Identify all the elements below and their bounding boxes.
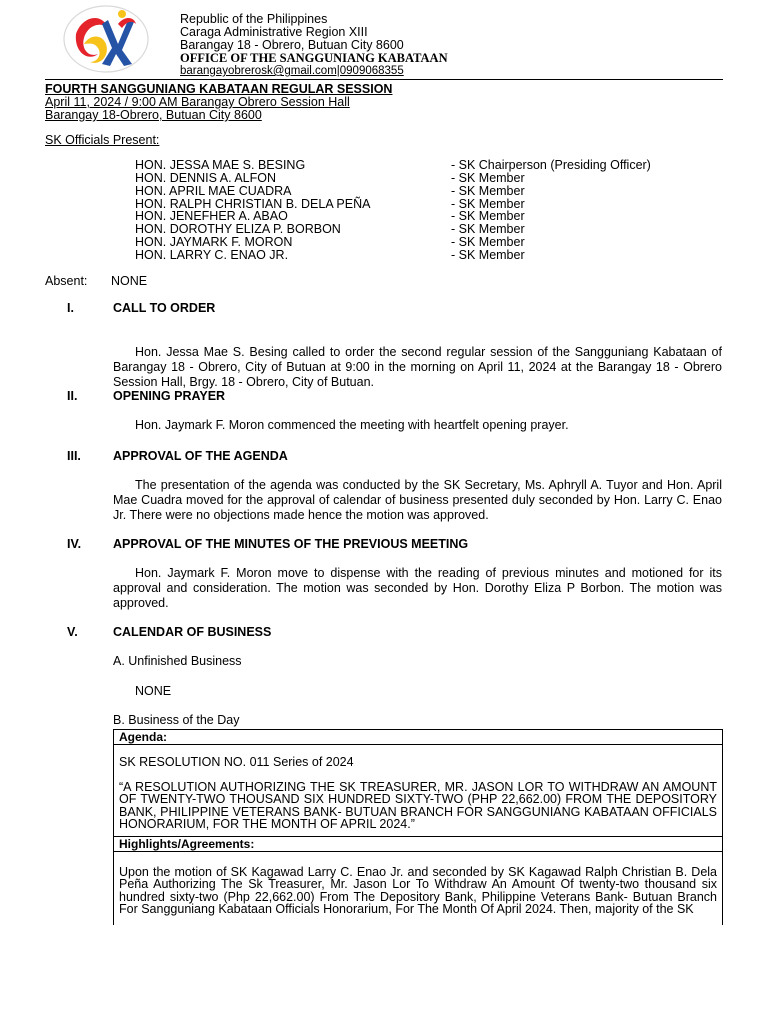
section-number: I.	[67, 301, 74, 315]
official-role: - SK Member	[451, 171, 525, 185]
official-role: - SK Member	[451, 222, 525, 236]
section-number: V.	[67, 625, 78, 639]
official-name: HON. JAYMARK F. MORON	[135, 235, 293, 249]
sk-logo	[62, 4, 150, 74]
section-title: OPENING PRAYER	[113, 389, 226, 403]
official-name: HON. RALPH CHRISTIAN B. DELA PEÑA	[135, 197, 371, 211]
resolution-number: SK RESOLUTION NO. 011 Series of 2024	[119, 755, 354, 769]
official-name: HON. APRIL MAE CUADRA	[135, 184, 292, 198]
official-role: - SK Chairperson (Presiding Officer)	[451, 158, 651, 172]
official-role: - SK Member	[451, 248, 525, 262]
section-body: Hon. Jaymark F. Moron move to dispense with the reading of previous minutes and motioned for its approval and consideration. The motion was seconded by Hon. Dorothy Eliza P Borbon. The motion was approved.	[113, 566, 722, 610]
section-title: CALL TO ORDER	[113, 301, 216, 315]
agenda-body	[114, 745, 722, 831]
session-title: FOURTH SANGGUNIANG KABATAAN REGULAR SESSION	[45, 82, 393, 96]
section-number: IV.	[67, 537, 82, 551]
resolution-text: “A RESOLUTION AUTHORIZING THE SK TREASURER, MR. JASON LOR TO WITHDRAW AN AMOUNT OF TWENTY-TWO THOUSAND SIX HUNDRED SIXTY-TWO (PHP 22,662.00) FROM THE DEPOSITORY BANK, PHILIPPINE VETERANS BANK- BUTUAN BRANCH FOR SANGGUNIANG KABATAAN OFFICIALS HONORARIUM, FOR THE MONTH OF APRIL 2024.”	[119, 779, 717, 831]
official-role: - SK Member	[451, 209, 525, 223]
section-title: APPROVAL OF THE MINUTES OF THE PREVIOUS MEETING	[113, 537, 469, 551]
absent-value: NONE	[111, 274, 148, 288]
official-role: - SK Member	[451, 184, 525, 198]
official-name: HON. LARRY C. ENAO JR.	[135, 248, 289, 262]
section-title: APPROVAL OF THE AGENDA	[113, 449, 288, 463]
business-of-day-label: B. Business of the Day	[113, 713, 240, 727]
letterhead-barangay: Barangay 18 - Obrero, Butuan City 8600	[180, 38, 404, 52]
official-name: HON. JESSA MAE S. BESING	[135, 158, 306, 172]
section-title: CALENDAR OF BUSINESS	[113, 625, 272, 639]
highlights-text: Upon the motion of SK Kagawad Larry C. Enao Jr. and seconded by SK Kagawad Ralph Christian B. Dela Peña Authorizing The Sk Treasurer, Mr. Jason Lor To Withdraw An Amount Of twenty-two thousand six hundred sixty-two (Php 22,662.00) From The Depository Bank, Philippine Veterans Bank- Butuan Branch For Sangguniang Kabataan Officials Honorarium, For The Month Of April 2024. Then, majority of the SK	[119, 864, 717, 916]
official-name: HON. DOROTHY ELIZA P. BORBON	[135, 222, 341, 236]
present-label: SK Officials Present:	[45, 133, 160, 147]
letterhead-region: Caraga Administrative Region XIII	[180, 25, 368, 39]
official-name: HON. JENEFHER A. ABAO	[135, 209, 288, 223]
section-number: II.	[67, 389, 78, 403]
official-name: HON. DENNIS A. ALFON	[135, 171, 277, 185]
section-body: Hon. Jaymark F. Moron commenced the meeting with heartfelt opening prayer.	[135, 418, 569, 432]
unfinished-business-label: A. Unfinished Business	[113, 654, 242, 668]
highlights-header: Highlights/Agreements:	[114, 836, 722, 852]
agenda-header: Agenda:	[114, 730, 722, 745]
session-address: Barangay 18-Obrero, Butuan City 8600	[45, 108, 262, 122]
official-role: - SK Member	[451, 235, 525, 249]
highlights-body	[114, 852, 722, 916]
header-rule	[45, 79, 723, 80]
agenda-table	[113, 729, 723, 925]
absent-label: Absent:	[45, 274, 88, 288]
session-date-place: April 11, 2024 / 9:00 AM Barangay Obrero Session Hall	[45, 95, 350, 109]
letterhead	[180, 13, 448, 78]
section-body: The presentation of the agenda was conducted by the SK Secretary, Ms. Aphryll A. Tuyor and Hon. April Mae Cuadra moved for the approval of calendar of business presented duly seconded by Hon. Larry C. Enao Jr. There were no objections made hence the motion was approved.	[113, 478, 722, 522]
section-number: III.	[67, 449, 81, 463]
unfinished-business-value: NONE	[135, 684, 172, 698]
letterhead-contact[interactable]: barangayobrerosk@gmail.com|0909068355	[180, 65, 404, 77]
official-role: - SK Member	[451, 197, 525, 211]
letterhead-republic: Republic of the Philippines	[180, 12, 328, 26]
letterhead-office: OFFICE OF THE SANGGUNIANG KABATAAN	[180, 51, 448, 65]
section-body: Hon. Jessa Mae S. Besing called to order the second regular session of the Sangguniang Kabataan of Barangay 18 - Obrero, City of Butuan at 9:00 in the morning on April 11, 2024 at the Barangay 18 - Obrero Session Hall, Brgy. 18 - Obrero, City of Butuan.	[113, 345, 722, 389]
